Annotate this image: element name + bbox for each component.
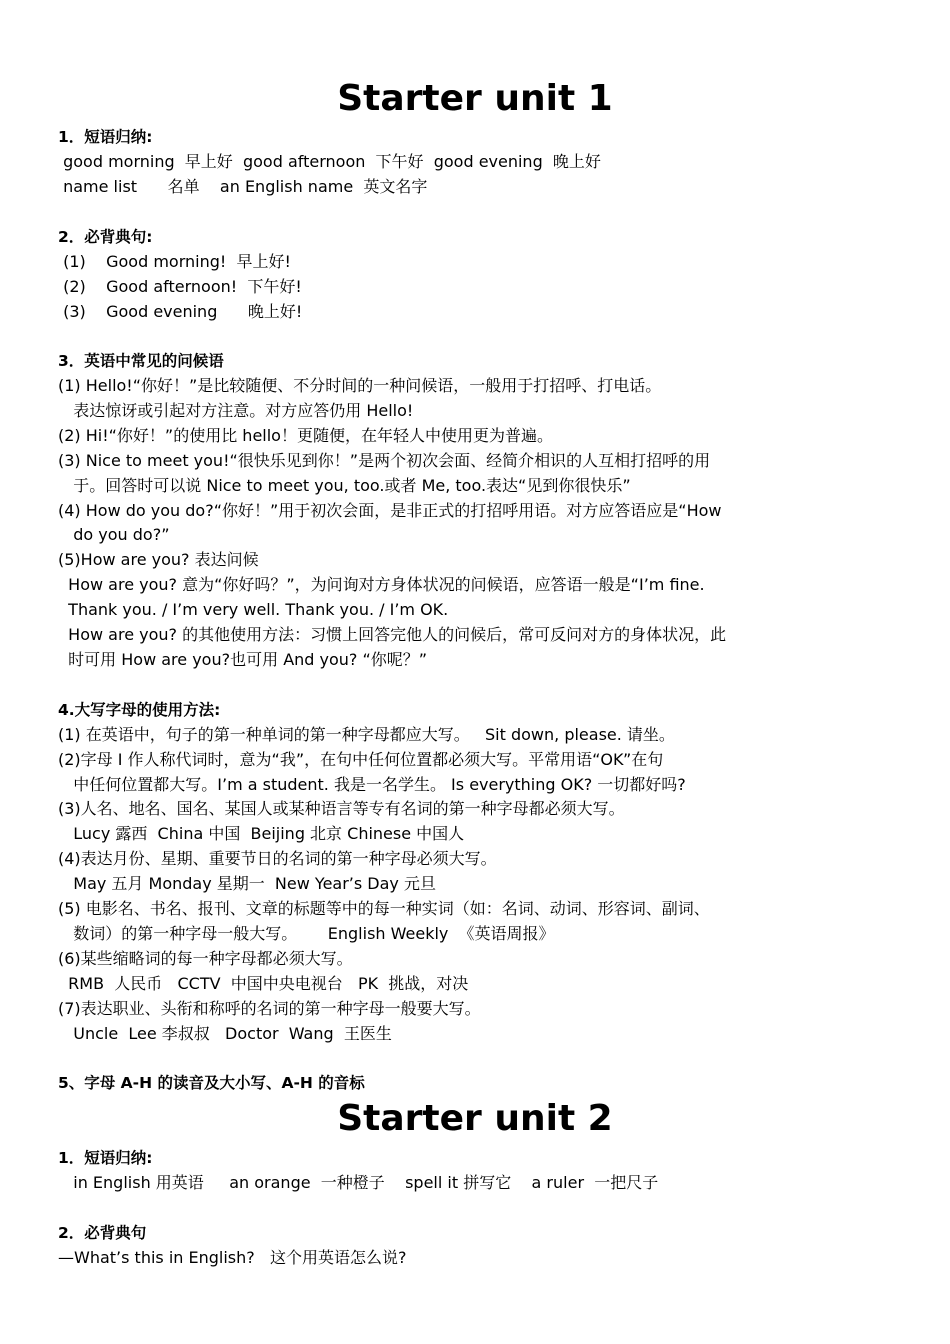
unit1-s4-line: (1) 在英语中，句子的第一种单词的第一种字母都应大写。 Sit down, please. 请坐。	[58, 725, 675, 744]
unit1-s4-line: (6)某些缩略词的每一种字母都必须大写。	[58, 949, 353, 968]
unit1-s4-line: May 五月 Monday 星期一 New Year’s Day 元旦	[58, 874, 436, 893]
unit1-s3-heading: 3．英语中常见的问候语	[58, 352, 224, 370]
unit1-s3-line: (5)How are you? 表达问候	[58, 550, 259, 569]
unit1-s3-line: (1) Hello!“你好！”是比较随便、不分时间的一种问候语，一般用于打招呼、打电话。	[58, 376, 662, 395]
unit1-s3-line: do you do?”	[58, 525, 170, 544]
unit2-s2-heading: 2．必背典句	[58, 1224, 147, 1242]
unit1-s2-line: (3) Good evening 晚上好!	[58, 302, 303, 321]
unit1-s1-line: good morning 早上好 good afternoon 下午好 good evening 晚上好	[58, 152, 601, 171]
unit1-s3-line: 时可用 How are you?也可用 And you? “你呢？”	[58, 650, 428, 669]
unit1-s2-heading: 2．必背典句:	[58, 228, 153, 246]
unit1-s4-line: RMB 人民币 CCTV 中国中央电视台 PK 挑战，对决	[58, 974, 469, 993]
unit1-s3-line: Thank you. / I’m very well. Thank you. / I’m OK.	[58, 600, 449, 619]
unit1-s4-line: (2)字母 I 作人称代词时，意为“我”，在句中任何位置都必须大写。平常用语“OK”在句	[58, 750, 664, 769]
unit2-s2-line: —What’s this in English? 这个用英语怎么说?	[58, 1248, 407, 1267]
unit1-s4-heading: 4.大写字母的使用方法:	[58, 701, 221, 719]
unit1-s3-line: How are you? 意为“你好吗？”，为问询对方身体状况的问候语，应答语一般是“I’m fine.	[58, 575, 705, 594]
unit1-s2-line: (1) Good morning! 早上好!	[58, 252, 291, 271]
unit1-s4-line: 数词）的第一种字母一般大写。 English Weekly 《英语周报》	[58, 924, 555, 943]
unit1-s4-line: (4)表达月份、星期、重要节日的名词的第一种字母必须大写。	[58, 849, 497, 868]
unit1-s3-line: (4) How do you do?“你好！”用于初次会面，是非正式的打招呼用语。对方应答语应是“How	[58, 501, 722, 520]
unit1-s5-heading: 5、字母 A-H 的读音及大小写、A-H 的音标	[58, 1074, 365, 1092]
unit1-s4-line: 中任何位置都大写。I’m a student. 我是一名学生。 Is everything OK? 一切都好吗?	[58, 775, 686, 794]
unit2-title: Starter unit 2	[337, 1098, 613, 1139]
unit1-s3-line: How are you? 的其他使用方法：习惯上回答完他人的问候后，常可反问对方的身体状况，此	[58, 625, 727, 644]
unit1-s3-line: 表达惊讶或引起对方注意。对方应答仍用 Hello!	[58, 401, 414, 420]
unit1-s3-line: 于。回答时可以说 Nice to meet you, too.或者 Me, too.表达“见到你很快乐”	[58, 476, 631, 495]
unit1-s1-line: name list 名单 an English name 英文名字	[58, 177, 428, 196]
unit1-title: Starter unit 1	[337, 78, 613, 119]
unit2-s1-line: in English 用英语 an orange 一种橙子 spell it 拼写它 a ruler 一把尺子	[58, 1173, 659, 1192]
unit1-s4-line: (7)表达职业、头衔和称呼的名词的第一种字母一般要大写。	[58, 999, 481, 1018]
unit1-s3-line: (3) Nice to meet you!“很快乐见到你！”是两个初次会面、经简介相识的人互相打招呼的用	[58, 451, 711, 470]
unit1-s4-line: (3)人名、地名、国名、某国人或某种语言等专有名词的第一种字母都必须大写。	[58, 799, 625, 818]
unit2-s1-heading: 1．短语归纳:	[58, 1149, 153, 1167]
unit1-s4-line: Uncle Lee 李叔叔 Doctor Wang 王医生	[58, 1024, 392, 1043]
unit1-s3-line: (2) Hi!“你好！”的使用比 hello！更随便，在年轻人中使用更为普遍。	[58, 426, 553, 445]
unit1-s2-line: (2) Good afternoon! 下午好!	[58, 277, 302, 296]
unit1-s1-heading: 1．短语归纳:	[58, 128, 153, 146]
unit1-s4-line: (5) 电影名、书名、报刊、文章的标题等中的每一种实词（如：名词、动词、形容词、副词、	[58, 899, 710, 918]
unit1-s4-line: Lucy 露西 China 中国 Beijing 北京 Chinese 中国人	[58, 824, 465, 843]
